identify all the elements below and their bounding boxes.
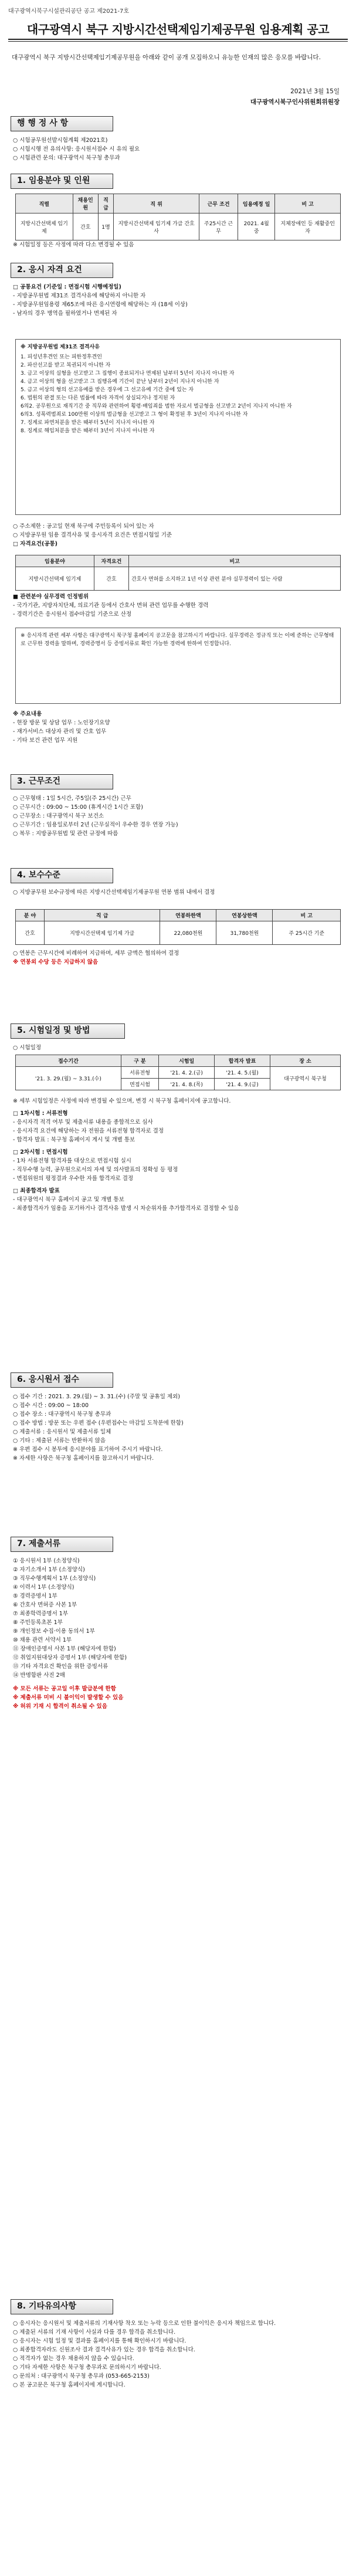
table-header: 비 고: [273, 910, 341, 921]
table-header: 비고: [129, 555, 341, 567]
eligibility-footnotes: ※ 주요내용 - 현장 방문 및 상담 업무 : 노인장기요양 - 재가서비스 대상자 관리 및 간호 업무 - 기타 보건 관련 업무 지원: [13, 711, 110, 744]
table-cell: 주 25시간 기준: [273, 921, 341, 945]
table-cell: '21. 4. 9.(금): [215, 1079, 270, 1090]
table-cell: 31,780천원: [216, 921, 273, 945]
intro-paragraph: 대구광역시 북구 지방시간선택제임기제공무원을 아래와 같이 공개 모집하오니 유능한 인재의 많은 응모를 바랍니다.: [12, 54, 321, 61]
table-cell: '21. 4. 8.(목): [159, 1079, 215, 1090]
table-header: 채용인원: [73, 194, 98, 213]
documents-list: ① 응시원서 1부 (소정양식) ② 자기소개서 1부 (소정양식) ③ 직무수행계획서 1부 (소정양식) ④ 이력서 1부 (소정양식) ⑤ 경력증명서 1부 ⑥ 간호사 면허증 사본 1부 ⑦ 최종학력증명서 1부 ⑧ 주민등록초본 1부 ⑨ 개인정보 수집·이용 동의서 1부 ⑩ 채용 관련 서약서 1부 ⑪ 장애인증명서 사본 1부 (해당자에 한함) ⑫ 취업지원대상자 증명서 1부 (해당자에 한함) ⑬ 기타 자격요건 확인을 위한 증빙서류 ⑭ 반명함판 사진 2매 ※ 모든 서류는 공고일 이후 발급분에 한함 ※ 제출서류 미비 시 불이익이 발생할 수 있음 ※ 허위 기재 시 합격이 취소될 수 있음: [13, 1558, 127, 1710]
table-cell: 2021. 4월 중: [238, 213, 275, 240]
table-header: 장 소: [270, 1055, 341, 1067]
table-header: 접수기간: [16, 1055, 121, 1067]
etc-list: ○ 응시자는 응시원서 및 제출서류의 기재사항 착오 또는 누락 등으로 인한 불이익은 응시자 책임으로 합니다. ○ 제출된 서류의 기재 사항이 사실과 다를 경우 합격을 취소합니다. ○ 응시자는 시험 일정 및 결과를 홈페이지를 통해 확인하시기 바랍니다. ○ 최종합격자라도 신원조사 결과 결격사유가 있는 경우 합격을 취소합니다. ○ 적격자가 없는 경우 채용하지 않을 수 있습니다. ○ 기타 자세한 사항은 북구청 총무과로 문의하시기 바랍니다. ○ 문의처 : 대구광역시 북구청 총무과 (053-665-2153) ○ 본 공고문은 북구청 홈페이지에 게시합니다.: [13, 2320, 276, 2388]
application-list: ○ 접수 기간 : 2021. 3. 29.(월) ~ 3. 31.(수) (주말 및 공휴일 제외) ○ 접수 시간 : 09:00 ~ 18:00 ○ 접수 장소 : 대구광역시 북구청 총무과 ○ 접수 방법 : 방문 또는 우편 접수 (우편접수는 마감일 도착분에 한함) ○ 제출서류 : 응시원서 및 제출서류 일체 ○ 기타 : 제출된 서류는 반환하지 않음 ※ 우편 접수 시 봉투에 응시분야를 표기하여 주시기 바랍니다. ※ 자세한 사항은 북구청 홈페이지를 참고하시기 바랍니다.: [13, 1394, 184, 1462]
table-header: 직 위: [114, 194, 199, 213]
section-header-schedule: 5. 시험일정 및 방법: [11, 1023, 125, 1039]
section-header-eligibility: 2. 응시 자격 요건: [11, 263, 113, 278]
section-header-positions: 1. 임용분야 및 인원: [11, 174, 113, 189]
table-header: 근무 조건: [199, 194, 238, 213]
table-cell: 지방시간선택제 임기제: [16, 213, 73, 240]
table-header: 시험일: [159, 1055, 215, 1067]
table-cell: 간호: [73, 213, 98, 240]
table-cell: 대구광역시 북구청: [270, 1067, 341, 1090]
reference-box: ※ 응시자격 관련 세부 사항은 대구광역시 북구청 홈페이지 공고문을 참고하시기 바랍니다. 실무경력은 정규직 또는 이에 준하는 근무형태로 근무한 경력을 말하며, 경력증명서 등 증빙서류로 확인 가능한 경력에 한하여 인정합니다.: [15, 628, 341, 704]
table-header: 비 고: [275, 194, 341, 213]
table-cell: 간호: [94, 567, 128, 591]
table-cell: '21. 4. 2.(금): [159, 1067, 215, 1079]
schedule-details: ※ 세부 시험일정은 사정에 따라 변경될 수 있으며, 변경 시 북구청 홈페이지에 공고합니다. □ 1차시험 : 서류전형 - 응시자격 적격 여부 및 제출서류 내용을 종합적으로 심사 - 응시자격 요건에 해당하는 자 전원을 서류전형 합격자로 결정 - 합격자 발표 : 북구청 홈페이지 게시 및 개별 통보 □ 2차시험 : 면접시험 - 1차 서류전형 합격자를 대상으로 면접시험 실시 - 직무수행 능력, 공무원으로서의 자세 및 의사발표의 정확성 등 평정 - 면접위원의 평정결과 우수한 자를 합격자로 결정 □ 최종합격자 발표 - 대구광역시 북구 홈페이지 공고 및 개별 통보 - 최종합격자가 임용을 포기하거나 결격사유 발생 시 차순위자를 추가합격자로 결정할 수 있음: [13, 1098, 239, 1212]
table-header: 임용분야: [16, 555, 94, 567]
table-cell: 지방시간선택제 임기제 가급 간호사: [114, 213, 199, 240]
table-cell: 1명: [98, 213, 113, 240]
pay-notes: ○ 연봉은 근무시간에 비례하여 지급하며, 세부 금액은 협의하여 결정 ※ 연봉외 수당 등은 지급하지 않음: [13, 950, 179, 965]
table-cell: 지체장애인 등 재활중인 자: [275, 213, 341, 240]
admin-list: ○ 시험공무원선발시험계획 제2021호) ○ 시험시행 전 유의사항: 응시원서접수 시 유의 필요 ○ 시험관련 문의: 대구광역시 북구청 총무과: [13, 137, 140, 161]
schedule-table: [15, 1055, 341, 1090]
table-cell: '21. 3. 29.(월) ~ 3.31.(수): [16, 1067, 121, 1090]
eligibility-common: □ 공통요건 (기준일 : 면접시험 시행예정일) - 지방공무원법 제31조 결격사유에 해당하지 아니한 자 - 지방공무원임용령 제65조에 따른 응시연령에 해당하는 자 (18세 이상) - 남자의 경우 병역을 필하였거나 면제된 자: [13, 284, 188, 317]
table-header: 연봉하한액: [160, 910, 216, 921]
table-header: 자격요건: [94, 555, 128, 567]
positions-table: [15, 194, 341, 240]
table-header: 직렬: [16, 194, 73, 213]
title-divider: [8, 39, 348, 40]
title-divider-thin: [8, 41, 348, 42]
table-header: 직 급: [44, 910, 160, 921]
page-title: 대구광역시 북구 지방시간선택제임기제공무원 임용계획 공고: [26, 22, 330, 36]
table-cell: 지방시간선택제 임기제 가급: [44, 921, 160, 945]
eligibility-extra: ○ 주소제한 : 공고일 현재 북구에 주민등록이 되어 있는 자 ○ 지방공무원 임용 결격사유 및 응시자격 요건은 면접시험일 기준 □ 자격요건(공통): [13, 523, 172, 547]
table-cell: 면접시험: [121, 1079, 159, 1090]
section-header-pay: 4. 보수수준: [11, 868, 113, 883]
table-header: 연봉상한액: [216, 910, 273, 921]
conditions-list: ○ 근무형태 : 1일 5시간, 주5일(주 25시간) 근무 ○ 근무시간 : 09:00 ~ 15:00 (휴게시간 1시간 포함) ○ 근무장소 : 대구광역시 북구 보건소 ○ 근무기간 : 임용일로부터 2년 (근무실적이 우수한 경우 연장 가능) ○ 복무 : 지방공무원법 및 관련 규정에 따름: [13, 795, 178, 837]
section-header-admin: 행 행 정 사 항: [11, 116, 113, 131]
table-cell: 간호: [16, 921, 45, 945]
pay-intro: ○ 지방공무원 보수규정에 따른 지방시간선택제임기제공무원 연봉 범위 내에서 결정: [13, 889, 215, 896]
disqualification-list: 1. 피성년후견인 또는 피한정후견인 2. 파산선고를 받고 복권되지 아니한 자 3. 금고 이상의 실형을 선고받고 그 집행이 종료되거나 면제된 날부터 5년이 지나지 아니한 자 4. 금고 이상의 형을 선고받고 그 집행유예 기간이 끝난 날부터 2년이 지나지 아니한 자 5. 금고 이상의 형의 선고유예를 받은 경우에 그 선고유예 기간 중에 있는 자 6. 법원의 판결 또는 다른 법률에 따라 자격이 상실되거나 정지된 자 6의2. 공무원으로 재직기간 중 직무와 관련하여 횡령·배임죄를 범한 자로서 벌금형을 선고받고 2년이 지나지 아니한 자 6의3. 성폭력범죄로 100만원 이상의 벌금형을 선고받고 그 형이 확정된 후 3년이 지나지 아니한 자 7. 징계로 파면처분을 받은 때부터 5년이 지나지 아니한 자 8. 징계로 해임처분을 받은 때부터 3년이 지나지 아니한 자: [21, 354, 292, 434]
special-notes: ■ 관련분야 실무경력 인정범위 - 국가기관, 지방자치단체, 의료기관 등에서 간호사 면허 관련 업무를 수행한 경력 - 경력기간은 응시원서 접수마감일 기준으로 산정: [13, 594, 209, 618]
section-header-etc: 8. 기타유의사항: [11, 2299, 113, 2314]
table-cell: '21. 4. 5.(월): [215, 1067, 270, 1079]
table-cell: 지방시간선택제 임기제: [16, 567, 94, 591]
disqualification-box: ※ 지방공무원법 제31조 결격사유 1. 피성년후견인 또는 피한정후견인 2. 파산선고를 받고 복권되지 아니한 자 3. 금고 이상의 실형을 선고받고 그 집행이 종료되거나 면제된 날부터 5년이 지나지 아니한 자 4. 금고 이상의 형을 선고받고 그 집행유예 기간이 끝난 날부터 2년이 지나지 아니한 자 5. 금고 이상의 형의 선고유예를 받은 경우에 그 선고유예 기간 중에 있는 자 6. 법원의 판결 또는 다른 법률에 따라 자격이 상실되거나 정지된 자 6의2. 공무원으로 재직기간 중 직무와 관련하여 횡령·배임죄를 범한 자로서 벌금형을 선고받고 2년이 지나지 아니한 자 6의3. 성폭력범죄로 100만원 이상의 벌금형을 선고받고 그 형이 확정된 후 3년이 지나지 아니한 자 7. 징계로 파면처분을 받은 때부터 5년이 지나지 아니한 자 8. 징계로 해임처분을 받은 때부터 3년이 지나지 아니한 자: [15, 339, 341, 515]
section-header-conditions: 3. 근무조건: [11, 774, 113, 789]
table-header: 분 야: [16, 910, 45, 921]
table-header: 합격자 발표: [215, 1055, 270, 1067]
table-cell: 22,080천원: [160, 921, 216, 945]
schedule-subtitle: ○ 시험일정: [13, 1045, 42, 1051]
notice-date: 2021년 3월 15일: [290, 88, 340, 95]
table-header: 임용예정 일: [238, 194, 275, 213]
table-cell: 서류전형: [121, 1067, 159, 1079]
pay-table: [15, 909, 341, 945]
table-cell: 간호사 면허를 소지하고 1년 이상 관련 분야 실무경력이 있는 사람: [129, 567, 341, 591]
section-header-application: 6. 응시원서 접수: [11, 1372, 113, 1388]
section-header-documents: 7. 제출서류: [11, 1537, 113, 1552]
table-cell: 주25시간 근무: [199, 213, 238, 240]
table-header: 직급: [98, 194, 113, 213]
table-header: 구 분: [121, 1055, 159, 1067]
positions-note: ※ 시험일정 등은 사정에 따라 다소 변경될 수 있음: [13, 242, 134, 248]
notice-number: 대구광역시북구시설관리공단 공고 제2021-7호: [8, 8, 129, 15]
issuer: 대구광역시북구인사위원회위원장: [250, 99, 340, 106]
special-table: [15, 555, 341, 591]
